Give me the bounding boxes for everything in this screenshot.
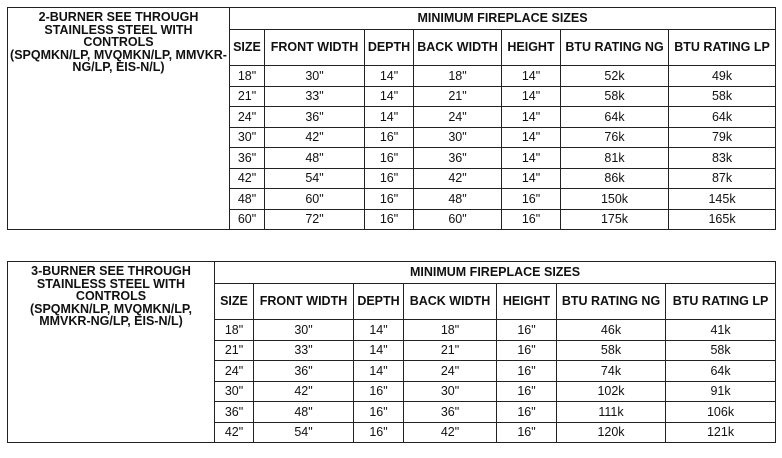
btu-ng-cell: 150k [561,189,669,210]
front-width-cell: 54" [254,422,354,443]
height-cell: 14" [502,66,561,87]
height-cell: 14" [502,127,561,148]
depth-cell: 16" [354,381,404,402]
size-cell: 36" [215,402,254,423]
front-width-cell: 54" [265,168,365,189]
three-burner-size-table [7,261,776,443]
height-cell: 14" [502,86,561,107]
btu-ng-cell: 86k [561,168,669,189]
back-width-cell: 30" [414,127,502,148]
front-width-cell: 30" [254,320,354,341]
btu-lp-cell: 121k [666,422,776,443]
back-width-cell: 48" [414,189,502,210]
btu-lp-cell: 58k [669,86,776,107]
btu-lp-cell: 91k [666,381,776,402]
column-header: BTU RATING NG [561,30,669,66]
depth-cell: 14" [365,107,414,128]
height-cell: 16" [502,209,561,230]
depth-cell: 16" [365,168,414,189]
column-header: HEIGHT [502,30,561,66]
btu-ng-cell: 46k [557,320,666,341]
back-width-cell: 21" [414,86,502,107]
depth-cell: 14" [354,340,404,361]
front-width-cell: 33" [265,86,365,107]
back-width-cell: 42" [404,422,497,443]
product-name: 2-BURNER SEE THROUGH STAINLESS STEEL WITH CONTROLS [38,10,199,49]
btu-lp-cell: 49k [669,66,776,87]
product-name: 3-BURNER SEE THROUGH STAINLESS STEEL WITH CONTROLS [31,264,191,303]
btu-lp-cell: 79k [669,127,776,148]
size-cell: 42" [215,422,254,443]
depth-cell: 16" [354,422,404,443]
column-header: BACK WIDTH [404,284,497,320]
size-cell: 21" [230,86,265,107]
column-header: FRONT WIDTH [265,30,365,66]
back-width-cell: 36" [404,402,497,423]
front-width-cell: 33" [254,340,354,361]
depth-cell: 16" [365,209,414,230]
back-width-cell: 36" [414,148,502,169]
size-cell: 60" [230,209,265,230]
column-header: DEPTH [354,284,404,320]
depth-cell: 16" [354,402,404,423]
height-cell: 16" [497,422,557,443]
column-header: SIZE [215,284,254,320]
back-width-cell: 18" [404,320,497,341]
btu-lp-cell: 58k [666,340,776,361]
btu-lp-cell: 64k [666,361,776,382]
btu-ng-cell: 81k [561,148,669,169]
back-width-cell: 18" [414,66,502,87]
table-title: MINIMUM FIREPLACE SIZES [230,8,776,30]
column-header: BACK WIDTH [414,30,502,66]
depth-cell: 14" [365,86,414,107]
height-cell: 14" [502,148,561,169]
back-width-cell: 60" [414,209,502,230]
size-cell: 18" [230,66,265,87]
size-cell: 18" [215,320,254,341]
btu-ng-cell: 64k [561,107,669,128]
depth-cell: 16" [365,127,414,148]
front-width-cell: 30" [265,66,365,87]
height-cell: 16" [497,340,557,361]
back-width-cell: 21" [404,340,497,361]
back-width-cell: 24" [404,361,497,382]
product-description [8,262,215,443]
btu-lp-cell: 83k [669,148,776,169]
btu-ng-cell: 102k [557,381,666,402]
btu-ng-cell: 58k [561,86,669,107]
column-header: SIZE [230,30,265,66]
front-width-cell: 42" [265,127,365,148]
size-cell: 21" [215,340,254,361]
height-cell: 14" [502,107,561,128]
back-width-cell: 42" [414,168,502,189]
height-cell: 16" [497,361,557,382]
back-width-cell: 30" [404,381,497,402]
product-models: (SPQMKN/LP, MVQMKN/LP, MMVKR-NG/LP, EIS-N/L) [10,47,227,74]
front-width-cell: 48" [254,402,354,423]
btu-lp-cell: 165k [669,209,776,230]
btu-lp-cell: 87k [669,168,776,189]
size-cell: 48" [230,189,265,210]
depth-cell: 14" [365,66,414,87]
column-header: DEPTH [365,30,414,66]
column-header: BTU RATING LP [666,284,776,320]
btu-ng-cell: 175k [561,209,669,230]
btu-lp-cell: 64k [669,107,776,128]
front-width-cell: 36" [265,107,365,128]
depth-cell: 14" [354,320,404,341]
size-cell: 30" [230,127,265,148]
size-cell: 24" [215,361,254,382]
size-cell: 36" [230,148,265,169]
depth-cell: 16" [365,189,414,210]
depth-cell: 16" [365,148,414,169]
btu-lp-cell: 106k [666,402,776,423]
btu-lp-cell: 41k [666,320,776,341]
front-width-cell: 48" [265,148,365,169]
height-cell: 14" [502,168,561,189]
btu-lp-cell: 145k [669,189,776,210]
height-cell: 16" [497,381,557,402]
size-cell: 42" [230,168,265,189]
btu-ng-cell: 58k [557,340,666,361]
column-header: FRONT WIDTH [254,284,354,320]
size-cell: 30" [215,381,254,402]
depth-cell: 14" [354,361,404,382]
front-width-cell: 42" [254,381,354,402]
product-description [8,8,230,230]
height-cell: 16" [497,402,557,423]
front-width-cell: 60" [265,189,365,210]
front-width-cell: 36" [254,361,354,382]
btu-ng-cell: 76k [561,127,669,148]
btu-ng-cell: 52k [561,66,669,87]
height-cell: 16" [502,189,561,210]
column-header: BTU RATING LP [669,30,776,66]
height-cell: 16" [497,320,557,341]
btu-ng-cell: 120k [557,422,666,443]
size-cell: 24" [230,107,265,128]
two-burner-size-table [7,7,776,230]
back-width-cell: 24" [414,107,502,128]
btu-ng-cell: 74k [557,361,666,382]
front-width-cell: 72" [265,209,365,230]
table-title: MINIMUM FIREPLACE SIZES [215,262,776,284]
btu-ng-cell: 111k [557,402,666,423]
product-models: (SPQMKN/LP, MVQMKN/LP, MMVKR-NG/LP, EIS-N/L) [29,301,193,328]
column-header: BTU RATING NG [557,284,666,320]
column-header: HEIGHT [497,284,557,320]
